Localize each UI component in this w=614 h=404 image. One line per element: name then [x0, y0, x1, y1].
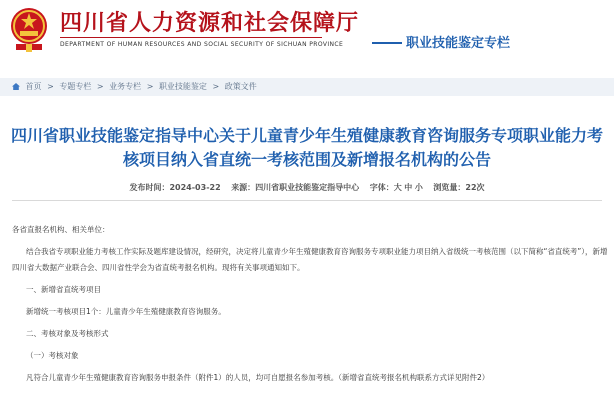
paragraph-salutation: 各省直报名机构、相关单位： [12, 225, 110, 234]
publish-date: 发布时间：2024-03-22 [129, 183, 221, 192]
breadcrumb-policy-docs[interactable]: 政策文件 [224, 82, 257, 91]
section-heading-1: 一、新增省直统考项目 [26, 285, 101, 294]
site-header [0, 0, 614, 68]
meta-divider [12, 200, 602, 201]
home-icon [12, 83, 20, 90]
department-name-en: DEPARTMENT OF HUMAN RESOURCES AND SOCIAL SECURITY OF SICHUAN PROVINCE [60, 41, 344, 48]
article-title: 四川省职业技能鉴定指导中心关于儿童青少年生殖健康教育咨询服务专项职业能力考核项目纳入省直统一考核范围及新增报名机构的公告 [10, 126, 603, 169]
font-large-button[interactable]: 大 [393, 183, 402, 192]
national-emblem-icon [8, 6, 50, 54]
breadcrumb [0, 78, 614, 96]
column-tagline: 职业技能鉴定专栏 [406, 36, 511, 51]
font-size-controls: 字体：大 中 小 [369, 183, 423, 192]
paragraph-intro: 结合我省专项职业能力考核工作实际及题库建设情况，经研究，决定将儿童青少年生殖健康教育咨询服务专项职业能力项目纳入省级统一考核范围（以下简称“省直统考”），新增四川省大数据产业联合会、四川省性学会为省直统考报名机构。现将有关事项通知如下。 [12, 247, 608, 272]
department-name: 四川省人力资源和社会保障厅 [60, 11, 360, 36]
breadcrumb-separator: > [96, 82, 104, 91]
paragraph-eligibility: 凡符合儿童青少年生殖健康教育咨询服务申报条件（附件1）的人员，均可自愿报名参加考核。（新增省直统考报名机构联系方式详见附件2） [26, 373, 490, 382]
article-body [12, 222, 610, 392]
article-meta [0, 182, 614, 193]
header-divider [60, 37, 322, 38]
tagline-dash [372, 42, 402, 44]
font-small-button[interactable]: 小 [414, 183, 423, 192]
breadcrumb-topics[interactable]: 专题专栏 [59, 82, 92, 91]
breadcrumb-skill-appraisal[interactable]: 职业技能鉴定 [158, 82, 207, 91]
section-heading-2: 二、考核对象及考核形式 [26, 329, 109, 338]
paragraph-new-items: 新增统一考核项目1个：儿童青少年生殖健康教育咨询服务。 [26, 307, 226, 316]
subsection-heading-1: （一）考核对象 [26, 351, 79, 360]
view-count: 浏览量：22次 [433, 183, 485, 192]
article-source: 来源：四川省职业技能鉴定指导中心 [231, 183, 360, 192]
font-medium-button[interactable]: 中 [404, 183, 413, 192]
breadcrumb-home[interactable]: 首页 [25, 82, 42, 91]
breadcrumb-separator: > [146, 82, 154, 91]
breadcrumb-separator: > [47, 82, 54, 91]
breadcrumb-business[interactable]: 业务专栏 [109, 82, 142, 91]
breadcrumb-separator: > [212, 82, 220, 91]
